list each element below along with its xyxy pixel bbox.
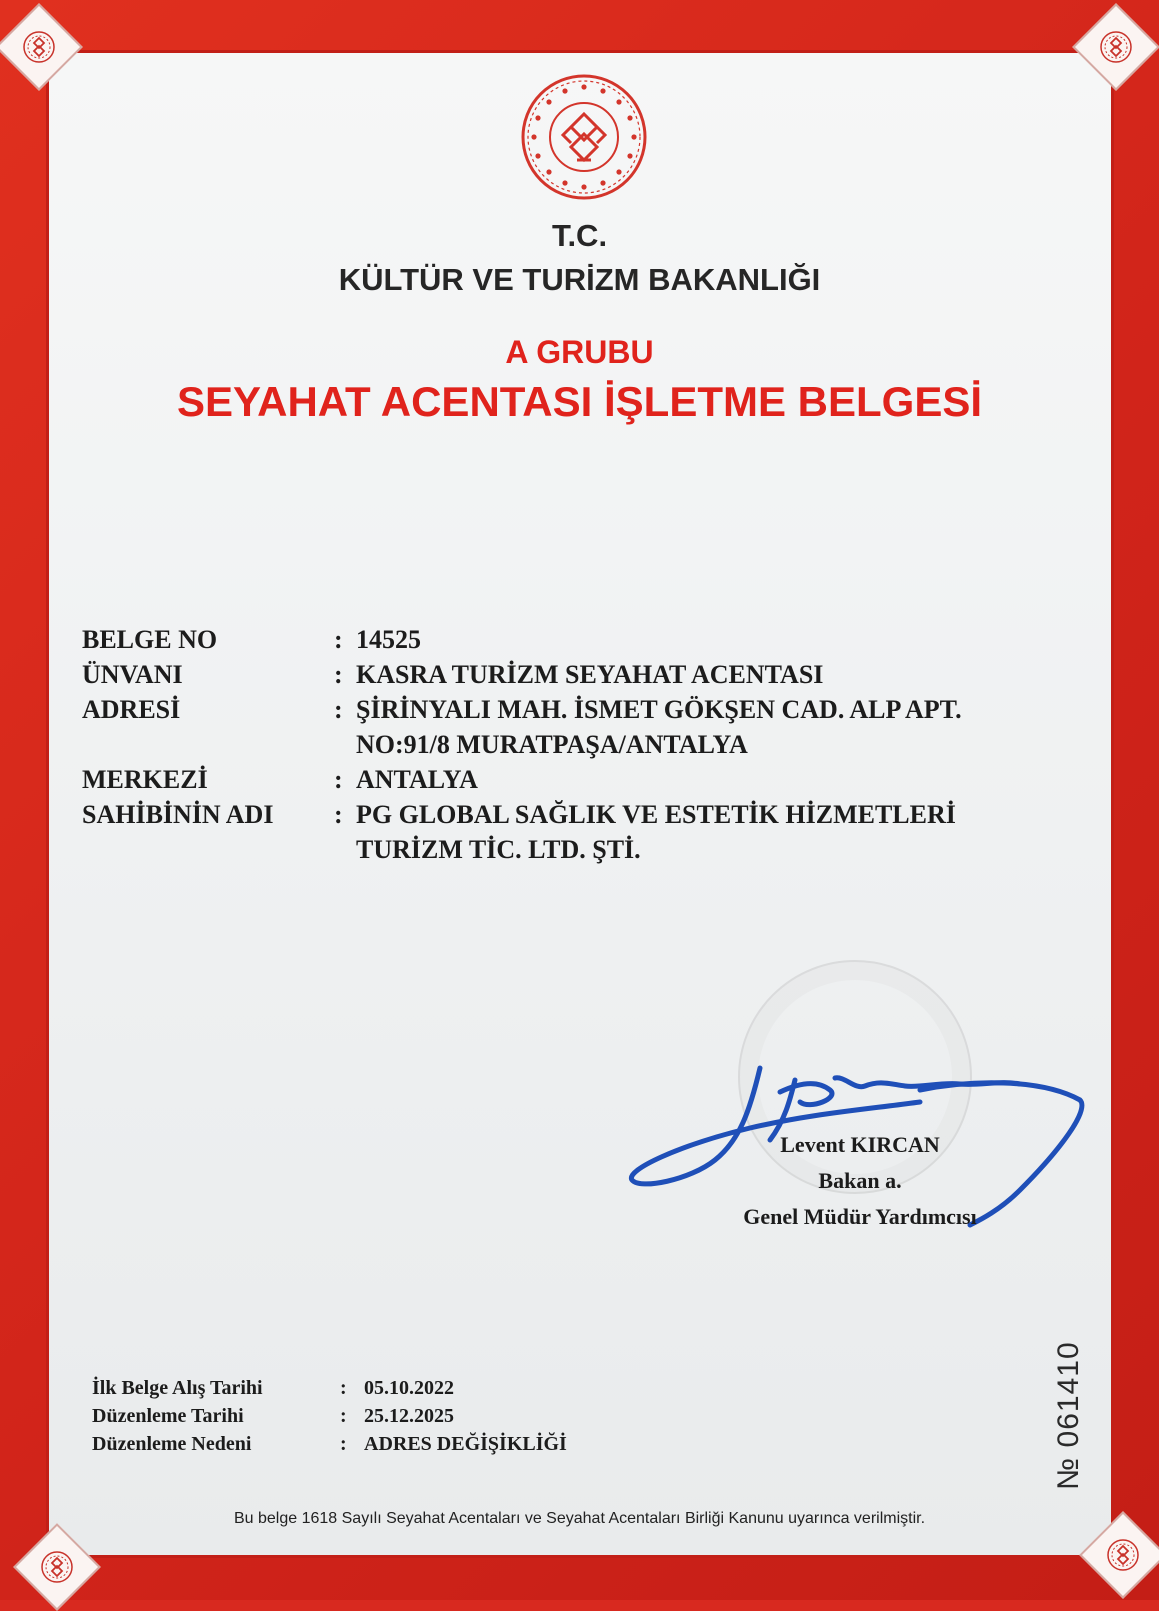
country-heading: T.C. xyxy=(551,218,608,253)
field-label: BELGE NO xyxy=(82,625,218,654)
certificate-fields xyxy=(82,622,1082,867)
field-label: ADRESİ xyxy=(82,695,181,724)
field-value xyxy=(356,692,1082,762)
date-label: İlk Belge Alış Tarihi xyxy=(92,1377,263,1399)
field-row xyxy=(82,622,1082,657)
ministry-emblem-icon xyxy=(519,72,649,202)
field-value-line: ŞİRİNYALI MAH. İSMET GÖKŞEN CAD. ALP APT. xyxy=(356,695,962,724)
date-row xyxy=(92,1430,567,1458)
date-separator: : xyxy=(340,1433,347,1455)
field-label: SAHİBİNİN ADI xyxy=(82,800,274,829)
date-fields xyxy=(92,1374,567,1458)
field-separator: : xyxy=(334,625,343,654)
field-value xyxy=(356,657,1082,692)
date-separator: : xyxy=(340,1377,347,1399)
date-value: 25.12.2025 xyxy=(364,1405,454,1427)
field-separator: : xyxy=(334,660,343,689)
field-label: ÜNVANI xyxy=(82,660,183,689)
field-separator: : xyxy=(334,765,343,794)
ministry-heading: KÜLTÜR VE TURİZM BAKANLIĞI xyxy=(338,262,821,297)
serial-number: № 061410 xyxy=(1052,1341,1085,1490)
field-value-line: 14525 xyxy=(356,625,421,654)
date-separator: : xyxy=(340,1405,347,1427)
field-separator: : xyxy=(334,800,343,829)
signer-name: Levent KIRCAN xyxy=(780,1132,940,1157)
field-value xyxy=(356,762,1082,797)
field-value-line: PG GLOBAL SAĞLIK VE ESTETİK HİZMETLERİ xyxy=(356,800,956,829)
field-value xyxy=(356,797,1082,867)
document-title: SEYAHAT ACENTASI İŞLETME BELGESİ xyxy=(176,378,983,425)
field-row xyxy=(82,797,1082,867)
field-value-line: ANTALYA xyxy=(356,765,478,794)
group-heading: A GRUBU xyxy=(505,334,654,370)
field-value-line: NO:91/8 MURATPAŞA/ANTALYA xyxy=(356,730,748,759)
field-row xyxy=(82,657,1082,692)
date-label: Düzenleme Tarihi xyxy=(92,1405,244,1427)
field-value xyxy=(356,622,1082,657)
signer-position: Genel Müdür Yardımcısı xyxy=(743,1204,977,1229)
field-value-line: KASRA TURİZM SEYAHAT ACENTASI xyxy=(356,660,824,689)
field-value-line: TURİZM TİC. LTD. ŞTİ. xyxy=(356,835,641,864)
signer-title: Bakan a. xyxy=(818,1168,902,1193)
date-label: Düzenleme Nedeni xyxy=(92,1433,252,1455)
date-row xyxy=(92,1402,567,1430)
field-separator: : xyxy=(334,695,343,724)
field-row xyxy=(82,762,1082,797)
legal-footer: Bu belge 1618 Sayılı Seyahat Acentaları ve Seyahat Acentaları Birliği Kanunu uyarınca verilmiştir. xyxy=(233,1510,926,1527)
field-label: MERKEZİ xyxy=(82,765,208,794)
date-row xyxy=(92,1374,567,1402)
date-value: 05.10.2022 xyxy=(364,1377,454,1399)
field-row xyxy=(82,692,1082,762)
date-value: ADRES DEĞİŞİKLİĞİ xyxy=(364,1433,567,1455)
